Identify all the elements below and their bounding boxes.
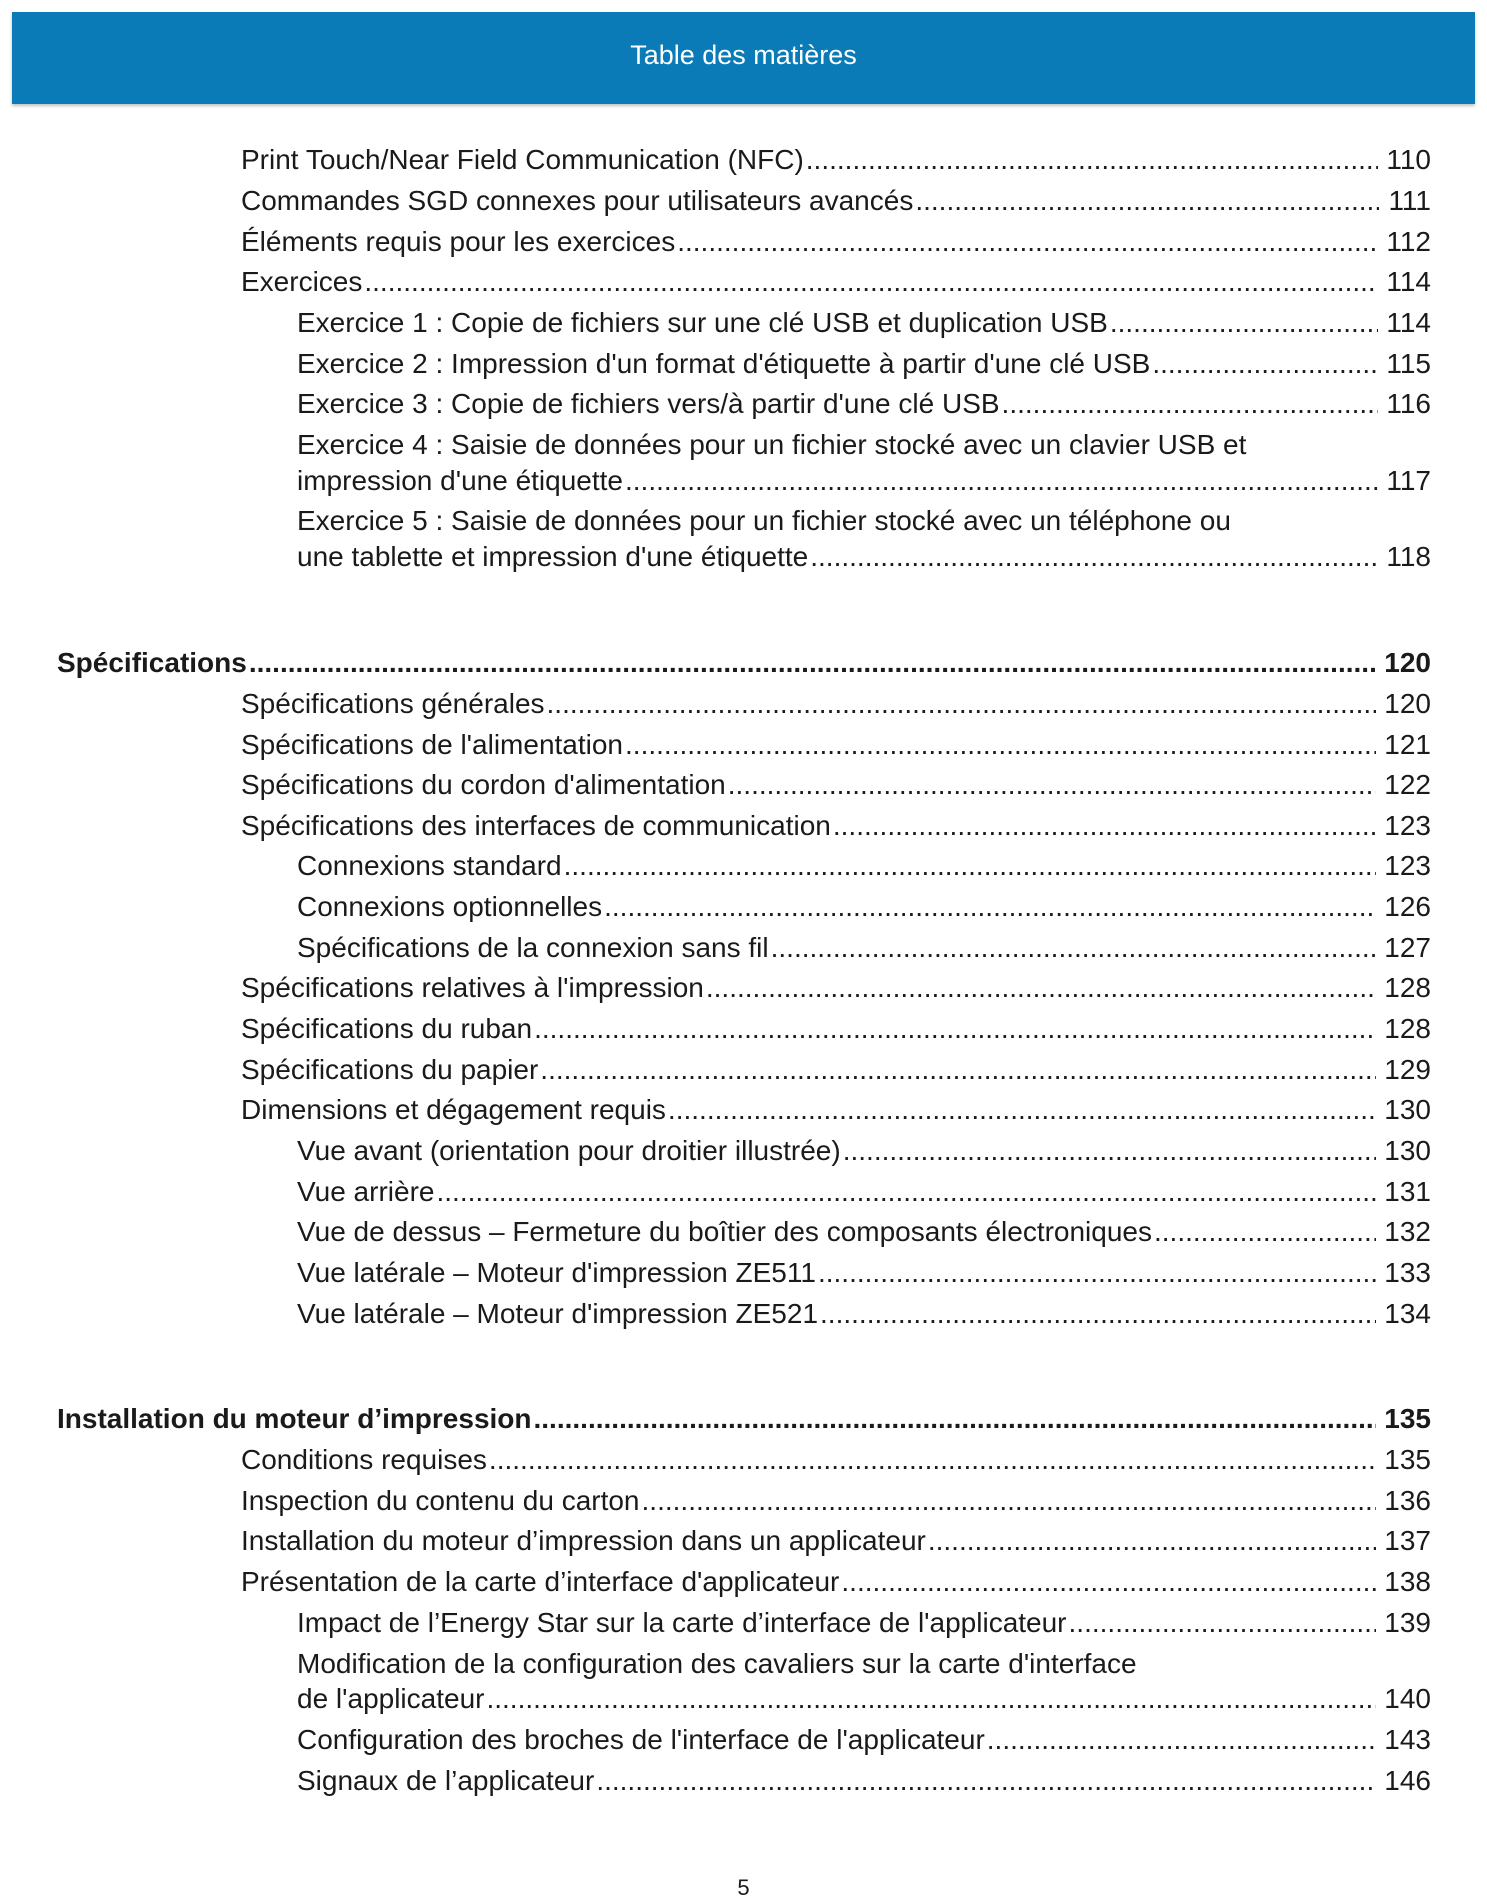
- toc-entry-page: 127: [1384, 932, 1431, 963]
- toc-chapter[interactable]: [57, 1401, 1431, 1437]
- toc-entry-label: Spécifications générales: [241, 688, 545, 719]
- toc-leader: [596, 1763, 1376, 1799]
- toc-entry-label: une tablette et impression d'une étiquette: [297, 541, 809, 572]
- toc-entry-page: 116: [1386, 388, 1431, 419]
- toc-entry-page: 130: [1384, 1094, 1431, 1125]
- toc-subentry[interactable]: [297, 1296, 1431, 1332]
- toc-chapter-label: Spécifications: [57, 647, 247, 678]
- toc-entry-page: 123: [1384, 850, 1431, 881]
- toc-entry-page: 146: [1384, 1765, 1431, 1796]
- toc-entry-label: Spécifications du papier: [241, 1054, 539, 1085]
- toc-entry-page: 133: [1384, 1257, 1431, 1288]
- toc-leader: [540, 1052, 1376, 1088]
- page-number: 5: [737, 1875, 750, 1900]
- toc-subentry[interactable]: [297, 848, 1431, 884]
- toc-entry[interactable]: [241, 1523, 1431, 1559]
- toc-subentry[interactable]: [297, 305, 1431, 341]
- toc-entry-page: 143: [1384, 1724, 1431, 1755]
- toc-subentry[interactable]: [297, 1133, 1431, 1169]
- toc-entry-label: Présentation de la carte d’interface d'applicateur: [241, 1566, 840, 1597]
- toc-entry-page: 117: [1386, 465, 1431, 496]
- toc-entry[interactable]: [241, 686, 1431, 722]
- toc-entry-label-line1[interactable]: Exercice 5 : Saisie de données pour un fichier stocké avec un téléphone ou: [297, 505, 1231, 536]
- toc-entry-page: 120: [1384, 688, 1431, 719]
- toc-entry-label: Spécifications du cordon d'alimentation: [241, 769, 726, 800]
- toc-entry[interactable]: [241, 1011, 1431, 1047]
- toc-leader: [810, 539, 1378, 575]
- toc-leader: [1152, 346, 1378, 382]
- toc-subentry[interactable]: [297, 1174, 1431, 1210]
- toc-leader: [841, 1564, 1376, 1600]
- toc-entry-page: 136: [1384, 1485, 1431, 1516]
- toc-subentry[interactable]: [297, 1214, 1431, 1250]
- toc-entry-page: 138: [1384, 1566, 1431, 1597]
- toc-leader: [625, 463, 1378, 499]
- toc-entry[interactable]: [241, 1092, 1431, 1128]
- toc-chapter-page: 120: [1384, 647, 1431, 678]
- toc-entry-label: Spécifications relatives à l'impression: [241, 972, 704, 1003]
- toc-subentry[interactable]: [297, 1681, 1431, 1717]
- toc-entry-label: de l'applicateur: [297, 1683, 485, 1714]
- toc-leader: [604, 889, 1376, 925]
- toc-entry[interactable]: [241, 1483, 1431, 1519]
- toc-leader: [818, 1255, 1376, 1291]
- toc-entry-label: Vue latérale – Moteur d'impression ZE521: [297, 1298, 819, 1329]
- toc-entry-page: 112: [1386, 226, 1431, 257]
- toc-entry-page: 126: [1384, 891, 1431, 922]
- toc-entry-page: 118: [1386, 541, 1431, 572]
- toc-entry[interactable]: [241, 1442, 1431, 1478]
- toc-entry-page: 121: [1384, 729, 1431, 760]
- toc-entry-label: Installation du moteur d’impression dans un applicateur: [241, 1525, 926, 1556]
- toc-leader: [668, 1092, 1376, 1128]
- toc-entry[interactable]: [241, 183, 1431, 219]
- toc-leader: [364, 264, 1378, 300]
- toc-entry[interactable]: [241, 727, 1431, 763]
- toc-entry[interactable]: [241, 142, 1431, 178]
- toc-leader: [728, 767, 1377, 803]
- toc-entry[interactable]: [241, 224, 1431, 260]
- toc-leader: [677, 224, 1378, 260]
- toc-leader: [625, 727, 1376, 763]
- toc-entry-label: Exercices: [241, 266, 363, 297]
- toc-entry[interactable]: [241, 1564, 1431, 1600]
- toc-leader: [706, 970, 1376, 1006]
- toc-entry[interactable]: [241, 808, 1431, 844]
- toc-entry-label: Éléments requis pour les exercices: [241, 226, 676, 257]
- toc-subentry[interactable]: [297, 539, 1431, 575]
- toc-leader: [564, 848, 1377, 884]
- toc-entry-page: 129: [1384, 1054, 1431, 1085]
- toc-entry-label: Connexions standard: [297, 850, 562, 881]
- toc-entry-label: Vue latérale – Moteur d'impression ZE511: [297, 1257, 816, 1288]
- toc-leader: [547, 686, 1377, 722]
- toc-chapter-label: Installation du moteur d’impression: [57, 1403, 532, 1434]
- toc-subentry[interactable]: [297, 1722, 1431, 1758]
- toc-entry-label: Connexions optionnelles: [297, 891, 603, 922]
- toc-leader: [843, 1133, 1377, 1169]
- toc-leader: [771, 930, 1377, 966]
- toc-entry-page: 128: [1384, 1013, 1431, 1044]
- toc-entry[interactable]: [241, 767, 1431, 803]
- toc-subentry[interactable]: [297, 1763, 1431, 1799]
- toc-entry-label: Dimensions et dégagement requis: [241, 1094, 666, 1125]
- toc-entry-label: Exercice 1 : Copie de fichiers sur une clé USB et duplication USB: [297, 307, 1108, 338]
- toc-entry[interactable]: [241, 970, 1431, 1006]
- toc-entry-label: Vue arrière: [297, 1176, 435, 1207]
- toc-leader: [642, 1483, 1377, 1519]
- toc-entry-page: 115: [1386, 348, 1431, 379]
- toc-leader: [249, 645, 1376, 681]
- toc-leader: [486, 1681, 1376, 1717]
- toc-entry-label: Spécifications de l'alimentation: [241, 729, 624, 760]
- toc-entry-label: Signaux de l’applicateur: [297, 1765, 595, 1796]
- toc-entry-label: Inspection du contenu du carton: [241, 1485, 640, 1516]
- toc-subentry[interactable]: [297, 463, 1431, 499]
- toc-entry-label: Impact de l’Energy Star sur la carte d’interface de l'applicateur: [297, 1607, 1067, 1638]
- toc-leader: [1069, 1605, 1377, 1641]
- toc-entry-page: 110: [1386, 144, 1431, 175]
- toc-entry-label: Conditions requises: [241, 1444, 487, 1475]
- toc-chapter[interactable]: [57, 645, 1431, 681]
- toc-leader: [928, 1523, 1376, 1559]
- toc-leader: [436, 1174, 1376, 1210]
- toc-entry-label: Spécifications de la connexion sans fil: [297, 932, 769, 963]
- toc-leader: [1002, 386, 1379, 422]
- toc-entry-page: 132: [1384, 1216, 1431, 1247]
- toc-subentry[interactable]: [297, 930, 1431, 966]
- toc-entry-page: 139: [1384, 1607, 1431, 1638]
- toc-subentry[interactable]: [297, 346, 1431, 382]
- toc-entry-page: 111: [1388, 185, 1431, 216]
- toc-leader: [534, 1011, 1376, 1047]
- toc-entry-label: Spécifications du ruban: [241, 1013, 533, 1044]
- toc-leader: [1154, 1214, 1376, 1250]
- toc-entry-label: Configuration des broches de l'interface de l'applicateur: [297, 1724, 985, 1755]
- toc-entry-label: Commandes SGD connexes pour utilisateurs avancés: [241, 185, 914, 216]
- toc-leader: [915, 183, 1379, 219]
- toc-entry-page: 123: [1384, 810, 1431, 841]
- toc-entry-label: Exercice 2 : Impression d'un format d'étiquette à partir d'une clé USB: [297, 348, 1151, 379]
- toc-subentry[interactable]: [297, 1605, 1431, 1641]
- toc-entry-label: Print Touch/Near Field Communication (NFC): [241, 144, 804, 175]
- toc-leader: [534, 1401, 1377, 1437]
- toc-entry[interactable]: [241, 264, 1431, 300]
- toc-entry-page: 128: [1384, 972, 1431, 1003]
- toc-chapter-page: 135: [1384, 1403, 1431, 1434]
- toc-leader: [987, 1722, 1377, 1758]
- toc-subentry[interactable]: [297, 889, 1431, 925]
- toc-entry-label: Spécifications des interfaces de communication: [241, 810, 831, 841]
- toc-leader: [1110, 305, 1379, 341]
- toc-entry-label: impression d'une étiquette: [297, 465, 623, 496]
- toc-entry-page: 134: [1384, 1298, 1431, 1329]
- toc-entry-page: 131: [1384, 1176, 1431, 1207]
- toc-entry[interactable]: [241, 1052, 1431, 1088]
- header-bar: [12, 12, 1475, 104]
- toc-leader: [820, 1296, 1376, 1332]
- toc-leader: [489, 1442, 1376, 1478]
- toc-leader: [833, 808, 1376, 844]
- toc-entry-label-line1[interactable]: Modification de la configuration des cavaliers sur la carte d'interface: [297, 1648, 1137, 1679]
- toc-entry-page: 135: [1384, 1444, 1431, 1475]
- toc-entry-page: 140: [1384, 1683, 1431, 1714]
- toc-entry-label: Exercice 3 : Copie de fichiers vers/à partir d'une clé USB: [297, 388, 1000, 419]
- toc-entry-label: Vue de dessus – Fermeture du boîtier des composants électroniques: [297, 1216, 1152, 1247]
- toc-entry-label: Vue avant (orientation pour droitier illustrée): [297, 1135, 841, 1166]
- toc-entry-page: 114: [1386, 266, 1431, 297]
- toc-subentry[interactable]: [297, 386, 1431, 422]
- toc-entry-label-line1[interactable]: Exercice 4 : Saisie de données pour un fichier stocké avec un clavier USB et: [297, 429, 1247, 460]
- toc-entry-page: 137: [1384, 1525, 1431, 1556]
- toc-entry-page: 130: [1384, 1135, 1431, 1166]
- toc-entry-page: 114: [1386, 307, 1431, 338]
- toc-subentry[interactable]: [297, 1255, 1431, 1291]
- toc-entry-page: 122: [1384, 769, 1431, 800]
- page-title: Table des matières: [630, 40, 857, 70]
- toc-leader: [806, 142, 1379, 178]
